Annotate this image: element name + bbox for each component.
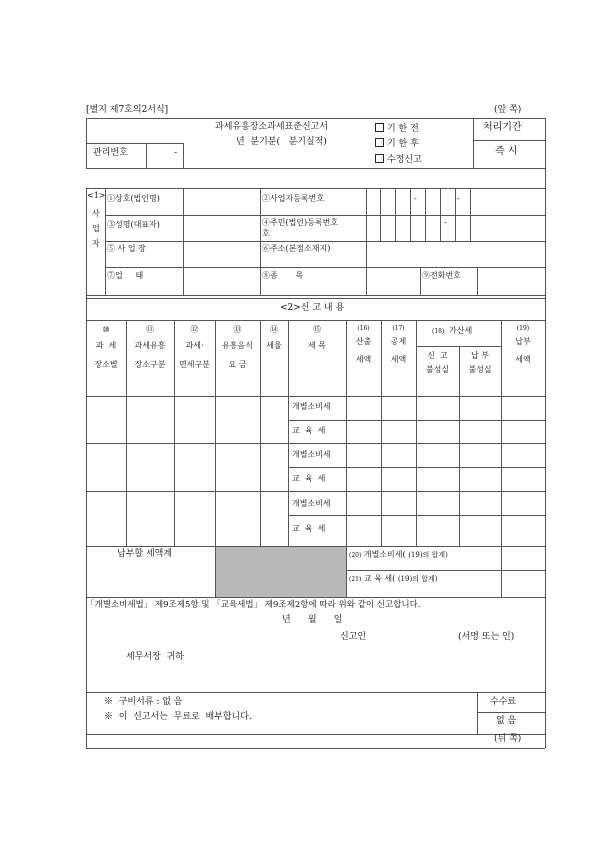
col-head-16b: 세액: [355, 355, 372, 364]
col-num-12: ⑫: [190, 325, 199, 334]
field-phone: ⑨전화번호: [422, 271, 461, 280]
reg-dash-3: -: [444, 218, 447, 227]
col-head-15a: 세 목: [308, 341, 326, 350]
form-number: [별지 제7호의2서식]: [86, 105, 169, 115]
col-head-11b: 장소구분: [134, 360, 166, 369]
col-num-11: ⑪: [146, 325, 154, 334]
applicant-label: 신고인: [340, 632, 367, 642]
option-before-deadline[interactable]: 기 한 전: [375, 123, 419, 134]
col-num-13: ⑬: [233, 325, 242, 334]
page-side-label: (앞 쪽): [494, 105, 522, 115]
report-period: 년 분기분( 분기실적): [236, 137, 327, 147]
field-company-name: ①상호(법인명): [107, 194, 160, 203]
field-business-item: ⑧종 목: [262, 271, 304, 280]
management-number-label: 관리번호: [93, 148, 128, 158]
total-row-2-text: 교 육 세(: [363, 574, 396, 583]
fee-label: 수수료: [490, 697, 517, 707]
field-resident-reg-no-tail: 호: [262, 229, 270, 238]
shaded-cell: [216, 547, 346, 597]
total-row-1-ref: (19)의 합계): [408, 551, 448, 559]
addressee: 세무서장 귀하: [126, 652, 184, 662]
fee-value: 없 음: [496, 716, 517, 726]
tax-item-1: 개별소비세: [292, 402, 331, 411]
col-head-16a: 산출: [355, 337, 372, 346]
declaration-date: 년 월 일: [282, 615, 343, 625]
col-head-18a: 가산세: [449, 326, 473, 335]
field-address: ⑥주소(본점소재지): [262, 244, 331, 253]
col-head-10b: 장소별: [94, 360, 118, 369]
free-distribution-note: ※ 이 신고서는 무료로 배부합니다.: [104, 712, 252, 722]
tax-item-4: 교 육 세: [292, 474, 326, 483]
col-num-15: ⑮: [313, 325, 321, 334]
col-head-13b: 요 금: [228, 360, 247, 369]
option-after-deadline[interactable]: 기 한 후: [375, 138, 419, 149]
section-1-mark: <1>: [87, 191, 106, 200]
col-head-19a: 납부: [515, 337, 531, 346]
field-workplace: ⑤ 사 업 장: [107, 244, 146, 253]
col-head-14a: 세율: [266, 341, 282, 350]
total-row-1-text: 개별소비세(: [363, 550, 406, 559]
col-head-19b: 세액: [515, 355, 531, 364]
col-head-17a: 공제: [390, 337, 407, 346]
back-side-label: (뒤 쪽): [494, 734, 522, 744]
signature-label: (서명 또는 인): [458, 632, 515, 642]
col-num-10: ⑩: [102, 325, 110, 334]
form-title: 과세유흥장소과세표준신고서: [215, 122, 329, 132]
processing-period-label: 처리기간: [483, 122, 522, 133]
total-row-1: [349, 551, 448, 559]
total-row-2: [349, 575, 437, 583]
field-business-type: ⑦업 태: [107, 271, 144, 280]
total-payable-label: 납부할 세액계: [117, 549, 173, 559]
reg-dash-2: -: [457, 194, 460, 203]
col-num-19: (19): [516, 325, 530, 332]
penalty-sub-1b: 불성실: [425, 365, 450, 374]
section-1-label-1: 사: [92, 209, 100, 218]
checkbox-icon: [375, 123, 384, 132]
col-num-17: (17): [392, 325, 405, 332]
col-head-11a: 과세유흥: [134, 341, 166, 350]
checkbox-icon: [375, 138, 384, 147]
penalty-sub-2b: 불성실: [468, 365, 492, 374]
col-head-12a: 과세·: [185, 341, 204, 350]
required-docs-note: ※ 구비서류 : 없 음: [104, 697, 183, 707]
declaration-statement: 「개별소비세법」 제9조제5항 및 「교육세법」 제9조제2항에 따라 위와 같이 신고합니다.: [86, 600, 421, 610]
total-row-2-ref: (19)의 합계): [397, 575, 438, 583]
total-row-2-num: (21): [349, 576, 362, 583]
col-num-14: ⑭: [270, 325, 278, 334]
penalty-sub-1a: 신 고: [427, 351, 448, 360]
col-head-12b: 면세구분: [179, 360, 210, 369]
option-amended[interactable]: 수정신고: [375, 154, 422, 165]
management-number-sep: -: [174, 148, 178, 158]
tax-item-6: 교 육 세: [292, 524, 326, 533]
processing-period-value: 즉 시: [495, 146, 518, 157]
section-2-title: <2>신 고 내 용: [280, 303, 345, 313]
col-num-16: (16): [357, 325, 370, 332]
col-head-17b: 세액: [390, 355, 407, 364]
total-row-1-num: (20): [349, 552, 362, 559]
tax-item-2: 교 육 세: [292, 426, 326, 435]
tax-item-3: 개별소비세: [292, 450, 331, 459]
field-business-reg-no: ②사업자등록번호: [262, 194, 325, 203]
col-num-18: (18): [432, 328, 445, 335]
field-representative: ③성명(대표자): [107, 220, 160, 229]
reg-dash-1: -: [414, 194, 417, 203]
field-resident-reg-no: ④주민(법인)등록번호: [262, 218, 339, 227]
tax-item-5: 개별소비세: [292, 499, 331, 508]
col-head-13a: 유흥음식: [222, 341, 253, 350]
col-head-10a: 과 세: [95, 341, 117, 350]
penalty-sub-2a: 납 부: [471, 351, 489, 360]
section-1-label-2: 업: [92, 224, 100, 233]
section-1-label-3: 자: [92, 239, 100, 248]
checkbox-icon: [375, 154, 384, 163]
